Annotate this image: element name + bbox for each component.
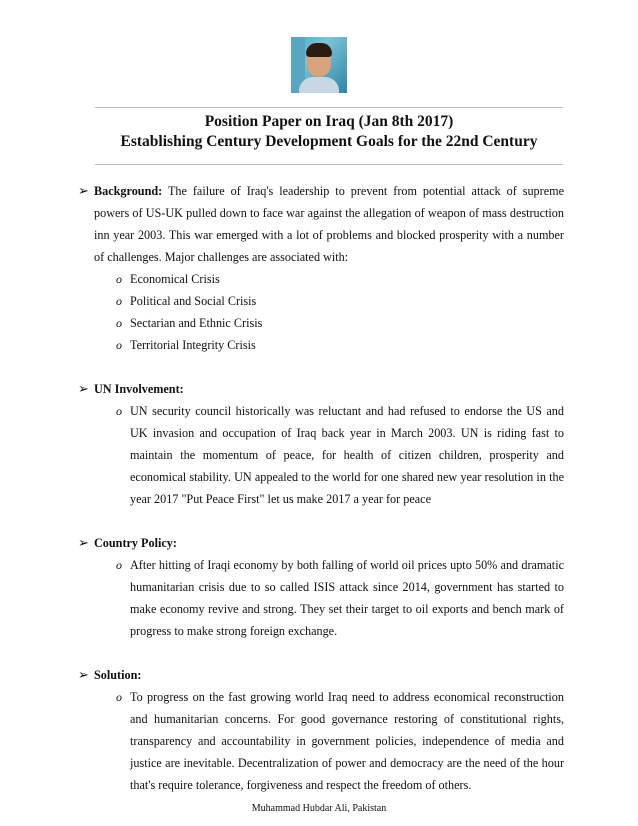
o-bullet-icon: o	[116, 316, 122, 330]
section-background	[78, 180, 564, 356]
arrow-bullet-icon: ➢	[78, 667, 89, 682]
top-divider	[95, 107, 563, 108]
section-heading: Solution:	[94, 668, 142, 682]
section-solution	[78, 664, 564, 796]
list-item: o Political and Social Crisis	[78, 290, 564, 312]
o-bullet-icon: o	[116, 272, 122, 286]
title-line-1: Position Paper on Iraq (Jan 8th 2017)	[204, 113, 454, 130]
list-item: o To progress on the fast growing world Iraq need to address economical reconstruction and humanitarian concerns. For good governance restoring of constitutional rights, transparency and accountability in government policies, independence of media and justice are inevitable. Decentralization of power and democracy are the need of the hour that's require tolerance, forgiveness and respect the freedom of others.	[78, 686, 564, 796]
section-heading: Country Policy:	[94, 536, 177, 550]
section-country-policy	[78, 532, 564, 642]
page-footer: Muhammad Hubdar Ali, Pakistan	[251, 803, 387, 814]
list-item: o Economical Crisis	[78, 268, 564, 290]
list-item: o UN security council historically was reluctant and had refused to endorse the US and UK invasion and occupation of Iraq back year in March 2003. UN is riding fast to maintain the momentum of peace, for health of citizen children, prosperity and economical stability. UN appealed to the world for one shared new year resolution in the year 2017 "Put Peace First" let us make 2017 a year for peace	[78, 400, 564, 510]
o-bullet-icon: o	[116, 558, 122, 572]
title-line-2: Establishing Century Development Goals for the 22nd Century	[120, 133, 538, 150]
section-heading: Background:	[94, 184, 163, 198]
list-item: o Sectarian and Ethnic Crisis	[78, 312, 564, 334]
page-title	[95, 112, 563, 152]
arrow-bullet-icon: ➢	[78, 381, 89, 396]
section-text: The failure of Iraq's leadership to prevent from potential attack of supreme powers of US-UK pulled down to face war against the allegation of weapon of mass destruction inn year 2003. This war emerged with a lot of problems and blocked prosperity with a number of challenges. Major challenges are associated with:	[94, 184, 565, 264]
list-item: o After hitting of Iraqi economy by both falling of world oil prices upto 50% and dramatic humanitarian crisis due to so called ISIS attack since 2014, government has started to make economy revive and strong. They set their target to oil exports and bench mark of progress to make strong foreign exchange.	[78, 554, 564, 642]
author-photo	[291, 37, 347, 93]
section-heading: UN Involvement:	[94, 382, 184, 396]
o-bullet-icon: o	[116, 404, 122, 418]
section-un-involvement	[78, 378, 564, 510]
o-bullet-icon: o	[116, 690, 122, 704]
arrow-bullet-icon: ➢	[78, 183, 89, 198]
o-bullet-icon: o	[116, 338, 122, 352]
arrow-bullet-icon: ➢	[78, 535, 89, 550]
document-body	[78, 180, 564, 796]
title-bottom-divider	[95, 164, 563, 165]
o-bullet-icon: o	[116, 294, 122, 308]
list-item: o Territorial Integrity Crisis	[78, 334, 564, 356]
